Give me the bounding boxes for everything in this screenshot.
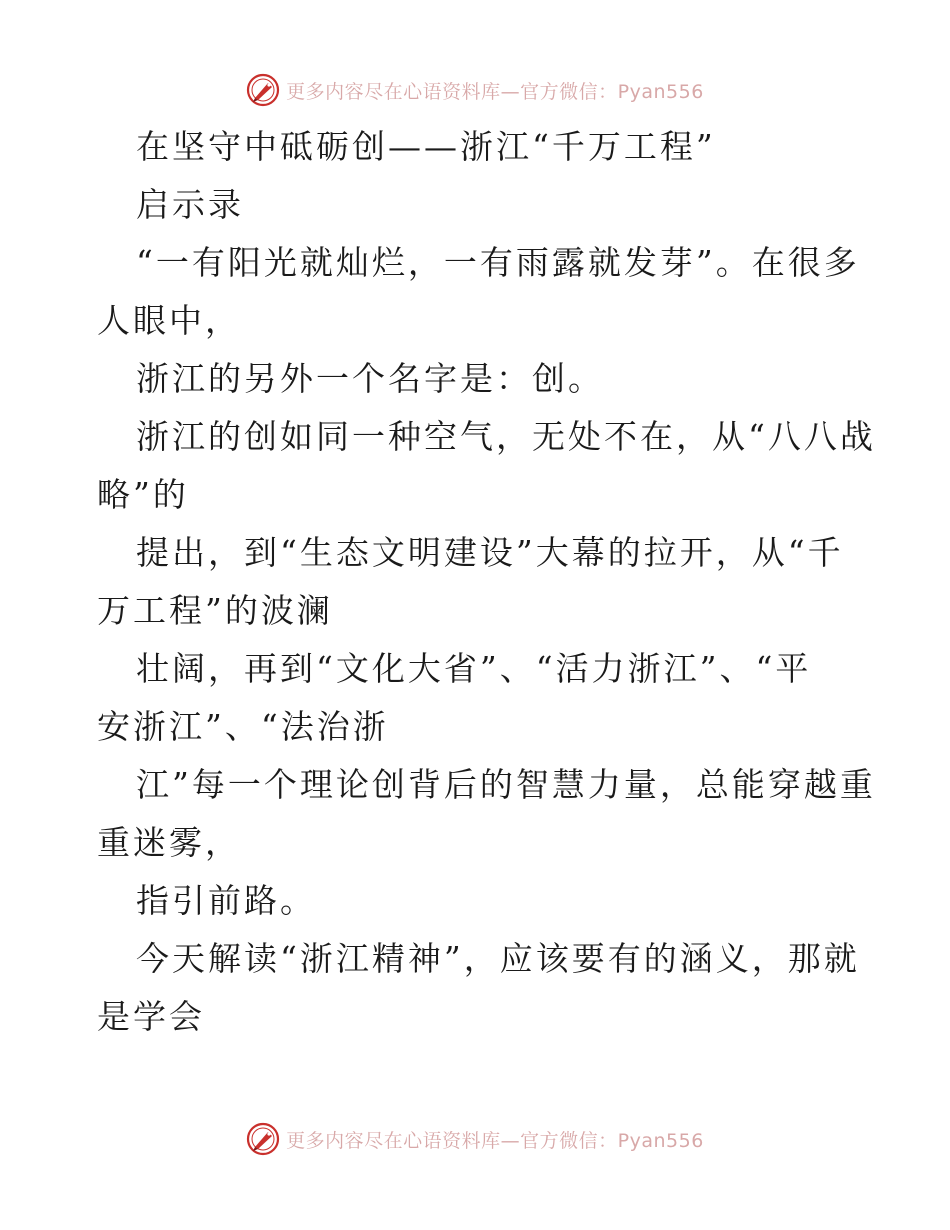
watermark-text: 更多内容尽在心语资料库—官方微信：Pyan556	[286, 80, 704, 103]
document-line: 启示录	[136, 185, 244, 224]
document-line: 浙江的创如同一种空气，无处不在，从“八八战	[136, 417, 876, 456]
document-line: 安浙江”、“法治浙	[97, 707, 389, 746]
document-line: 重迷雾，	[97, 823, 241, 862]
document-line: 是学会	[97, 997, 205, 1036]
document-line: 指引前路。	[136, 881, 316, 920]
pen-nib-logo-icon	[246, 73, 280, 107]
header-watermark	[0, 70, 950, 110]
document-line: 浙江的另外一个名字是：创。	[136, 359, 604, 398]
document-line: 提出，到“生态文明建设”大幕的拉开，从“千	[136, 533, 844, 572]
document-line: 壮阔，再到“文化大省”、“活力浙江”、“平	[136, 649, 812, 688]
document-line: 万工程”的波澜	[97, 591, 333, 630]
document-line: 略”的	[97, 475, 189, 514]
document-line: 在坚守中砥砺创——浙江“千万工程”	[136, 127, 716, 166]
footer-watermark	[0, 1119, 950, 1159]
pen-nib-logo-icon	[246, 1122, 280, 1156]
document-line: “一有阳光就灿烂，一有雨露就发芽”。在很多	[136, 243, 860, 282]
document-line: 人眼中，	[97, 301, 241, 340]
document-line: 江”每一个理论创背后的智慧力量，总能穿越重	[136, 765, 876, 804]
document-line: 今天解读“浙江精神”，应该要有的涵义，那就	[136, 939, 860, 978]
watermark-text: 更多内容尽在心语资料库—官方微信：Pyan556	[286, 1129, 704, 1152]
document-body	[97, 118, 876, 1046]
